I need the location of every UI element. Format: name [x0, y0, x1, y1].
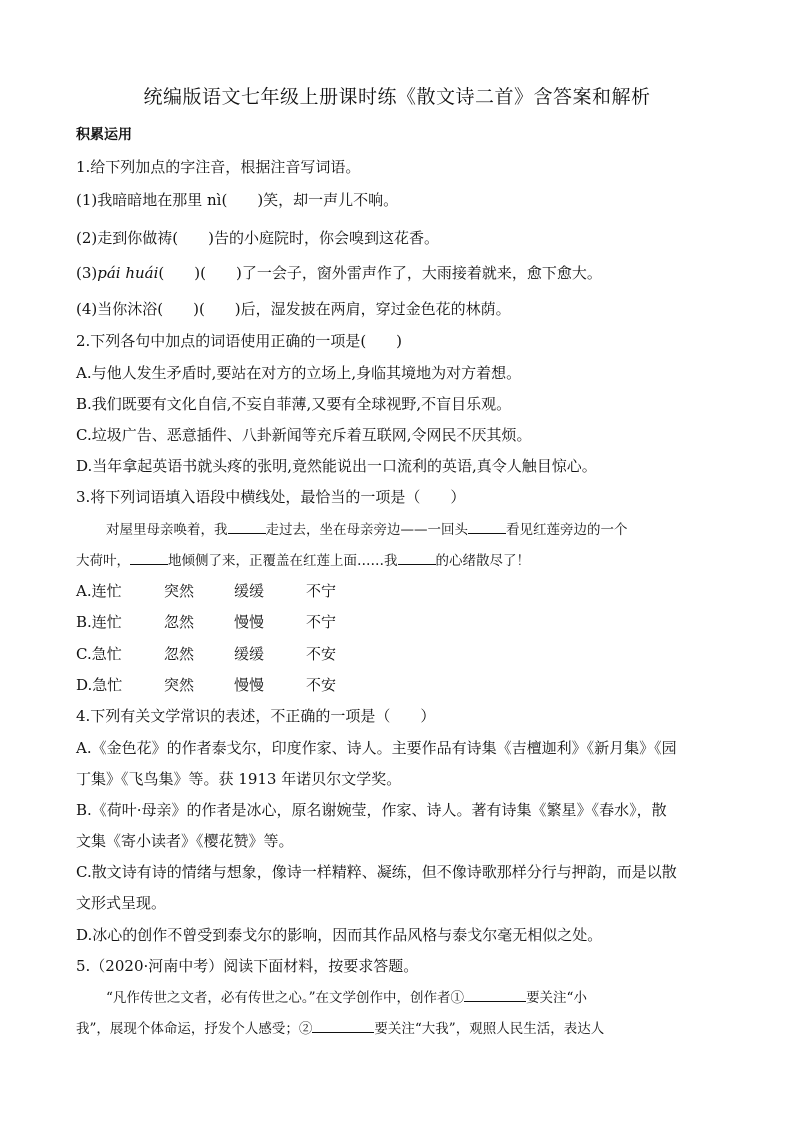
q5-p2-text-a: 我”，展现个体命运，抒发个人感受；②	[76, 1021, 313, 1037]
q3-b-word-1: B.连忙	[76, 613, 122, 631]
q2-stem: 2.下列各句中加点的词语使用正确的一项是( )	[76, 332, 403, 350]
q5-p1-text-b: 要关注“小	[526, 990, 587, 1006]
q3-p2-text-c: 的心绪散尽了！	[435, 553, 530, 569]
q3-c-word-3: 缓缓	[234, 645, 265, 663]
q3-blank-1	[228, 518, 266, 534]
q5-p2-text-b: 要关注“大我”，观照人民生活，表达人	[374, 1021, 605, 1037]
q3-blank-4	[398, 549, 436, 565]
q1-item-3-pinyin: pái huái	[97, 264, 159, 282]
q3-blank-3	[130, 549, 168, 565]
q1-item-3-num: (3)	[76, 264, 98, 282]
q1-item-2: (2)走到你做祷( )告的小庭院时，你会嗅到这花香。	[76, 229, 439, 247]
q3-option-a	[76, 580, 726, 602]
q5-blank-1	[464, 986, 526, 1002]
page-title: 统编版语文七年级上册课时练《散文诗二首》含答案和解析	[143, 86, 651, 108]
q4-option-b-line-2: 文集《寄小读者》《樱花赞》等。	[76, 832, 294, 850]
q5-passage-line-1	[106, 986, 756, 1009]
q3-b-word-3: 慢慢	[234, 613, 265, 631]
q5-passage-line-2	[76, 1017, 726, 1040]
q3-d-word-3: 慢慢	[234, 676, 265, 694]
q3-c-word-4: 不安	[306, 645, 337, 663]
q3-b-word-2: 忽然	[164, 613, 195, 631]
q3-p1-text-a: 对屋里母亲唤着，我	[106, 522, 228, 538]
q3-p2-text-a: 大荷叶，	[76, 553, 130, 569]
section-heading: 积累运用	[76, 127, 132, 143]
q3-d-word-1: D.急忙	[76, 676, 123, 694]
q3-a-word-1: A.连忙	[76, 582, 122, 600]
q4-option-a-line-1: A.《金色花》的作者泰戈尔，印度作家、诗人。主要作品有诗集《吉檀迦利》《新月集》《园	[76, 739, 677, 757]
q1-item-3	[76, 262, 726, 284]
q3-a-word-2: 突然	[164, 582, 195, 600]
q3-option-d	[76, 674, 726, 696]
q5-stem: 5.（2020·河南中考）阅读下面材料，按要求答题。	[76, 957, 419, 975]
q3-p1-text-b: 走过去，坐在母亲旁边——一回头	[265, 522, 468, 538]
q3-option-b	[76, 611, 726, 633]
q1-item-3-rest: ( )( )了一会子，窗外雷声作了，大雨接着就来，愈下愈大。	[158, 264, 602, 282]
q2-option-b: B.我们既要有文化自信,不妄自菲薄,又要有全球视野,不盲目乐观。	[76, 395, 512, 413]
q3-passage-line-1	[106, 518, 756, 541]
q1-item-1: (1)我暗暗地在那里 nì( )笑，却一声儿不响。	[76, 191, 399, 209]
q3-p1-text-c: 看见红莲旁边的一个	[506, 522, 628, 538]
q4-option-c-line-2: 文形式呈现。	[76, 894, 167, 912]
q3-blank-2	[468, 518, 506, 534]
q4-option-b-line-1: B.《荷叶·母亲》的作者是冰心，原名谢婉莹，作家、诗人。著有诗集《繁星》《春水》，散	[76, 801, 667, 819]
q3-a-word-3: 缓缓	[234, 582, 265, 600]
q1-item-4: (4)当你沐浴( )( )后，湿发披在两肩，穿过金色花的林荫。	[76, 300, 511, 318]
q3-d-word-2: 突然	[164, 676, 195, 694]
q3-d-word-4: 不安	[306, 676, 337, 694]
q3-p2-text-b: 地倾侧了来，正覆盖在红莲上面……我	[168, 553, 398, 569]
q2-option-d: D.当年拿起英语书就头疼的张明,竟然能说出一口流利的英语,真令人触目惊心。	[76, 457, 597, 475]
q4-stem: 4.下列有关文学常识的表述，不正确的一项是（ ）	[76, 707, 436, 725]
q3-stem: 3.将下列词语填入语段中横线处，最恰当的一项是（ ）	[76, 488, 466, 506]
q3-c-word-1: C.急忙	[76, 645, 122, 663]
q3-passage-line-2	[76, 549, 726, 572]
q2-option-c: C.垃圾广告、恶意插件、八卦新闻等充斥着互联网,令网民不厌其烦。	[76, 426, 532, 444]
q3-a-word-4: 不宁	[306, 582, 337, 600]
q3-b-word-4: 不宁	[306, 613, 337, 631]
q2-option-a: A.与他人发生矛盾时,要站在对方的立场上,身临其境地为对方着想。	[76, 364, 522, 382]
q3-c-word-2: 忽然	[164, 645, 195, 663]
q1-stem: 1.给下列加点的字注音，根据注音写词语。	[76, 158, 361, 176]
q5-blank-2	[312, 1017, 374, 1033]
q4-option-a-line-2: 丁集》《飞鸟集》等。获 1913 年诺贝尔文学奖。	[76, 770, 402, 788]
q3-option-c	[76, 643, 726, 665]
q4-option-c-line-1: C.散文诗有诗的情绪与想象，像诗一样精粹、凝练，但不像诗歌那样分行与押韵，而是以散	[76, 863, 677, 881]
q5-p1-text-a: “凡作传世之文者，必有传世之心。”在文学创作中，创作者①	[106, 990, 465, 1006]
q4-option-d: D.冰心的创作不曾受到泰戈尔的影响，因而其作品风格与泰戈尔毫无相似之处。	[76, 926, 603, 944]
